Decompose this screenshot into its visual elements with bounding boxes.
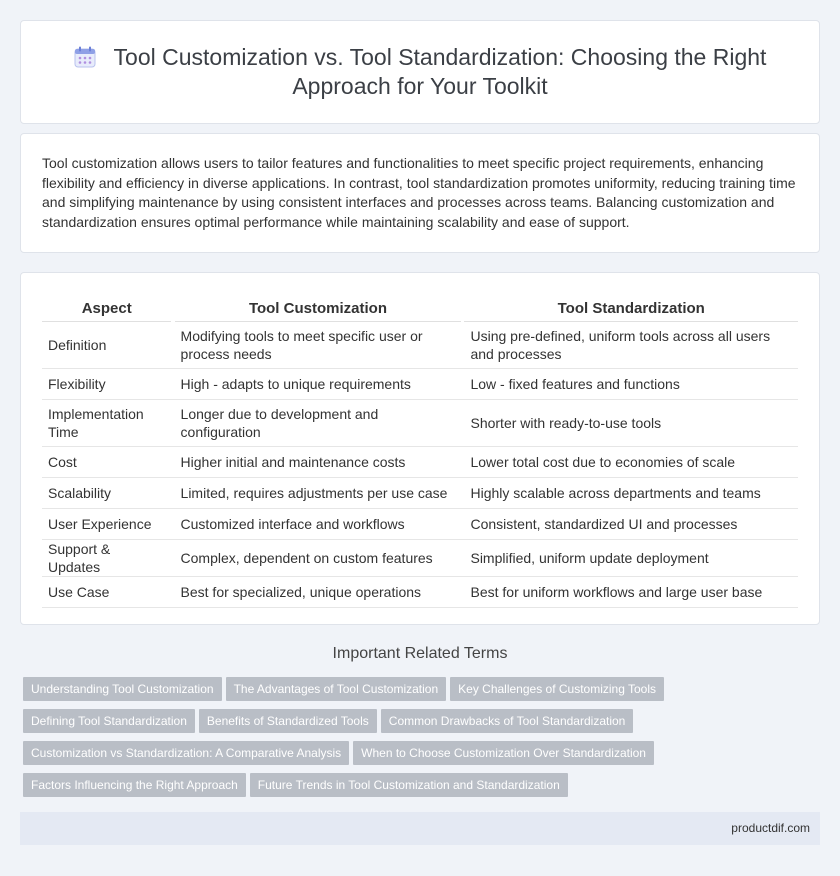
related-term-tag[interactable]: Defining Tool Standardization — [23, 709, 195, 733]
table-cell: Cost — [42, 447, 171, 478]
table-cell: Highly scalable across departments and teams — [464, 478, 798, 509]
table-cell: Lower total cost due to economies of scale — [464, 447, 798, 478]
table-cell: Consistent, standardized UI and processes — [464, 509, 798, 540]
table-row — [42, 577, 798, 608]
table-cell: Implementation Time — [42, 400, 171, 447]
related-term-tag[interactable]: Customization vs Standardization: A Comparative Analysis — [23, 741, 349, 765]
related-terms-list — [23, 677, 823, 805]
comparison-card — [20, 272, 820, 625]
table-cell: Using pre-defined, uniform tools across all users and processes — [464, 322, 798, 369]
table-cell: Modifying tools to meet specific user or process needs — [175, 322, 462, 369]
intro-paragraph: Tool customization allows users to tailor features and functionalities to meet specific project requirements, enhancing flexibility and efficiency in diverse applications. In contrast, tool standardization promotes uniformity, reducing training time and simplifying maintenance by using consistent interfaces and processes across teams. Balancing customization and standardization ensures optimal performance while maintaining scalability and ease of support. — [42, 155, 796, 230]
page-title: Tool Customization vs. Tool Standardization: Choosing the Right Approach for Your Toolkit — [113, 44, 767, 99]
table-cell: Flexibility — [42, 369, 171, 400]
table-cell: Higher initial and maintenance costs — [175, 447, 462, 478]
table-cell: Scalability — [42, 478, 171, 509]
table-row — [42, 478, 798, 509]
page-title-wrap — [21, 43, 819, 101]
table-cell: High - adapts to unique requirements — [175, 369, 462, 400]
footer-site-link[interactable]: productdif.com — [731, 821, 810, 835]
footer — [20, 812, 820, 845]
table-row — [42, 322, 798, 369]
table-cell: Shorter with ready-to-use tools — [464, 400, 798, 447]
calendar-icon — [74, 46, 96, 68]
table-row — [42, 509, 798, 540]
intro-card — [20, 133, 820, 253]
related-term-tag[interactable]: Understanding Tool Customization — [23, 677, 222, 701]
table-cell: Use Case — [42, 577, 171, 608]
header-standardization: Tool Standardization — [464, 297, 798, 322]
related-term-tag[interactable]: Common Drawbacks of Tool Standardization — [381, 709, 634, 733]
table-cell: User Experience — [42, 509, 171, 540]
table-cell: Customized interface and workflows — [175, 509, 462, 540]
table-cell: Simplified, uniform update deployment — [464, 540, 798, 577]
related-term-tag[interactable]: Future Trends in Tool Customization and Standardization — [250, 773, 568, 797]
header-aspect: Aspect — [42, 297, 171, 322]
header-customization: Tool Customization — [175, 297, 462, 322]
table-row — [42, 540, 798, 577]
table-cell: Limited, requires adjustments per use case — [175, 478, 462, 509]
comparison-table — [42, 297, 798, 608]
table-cell: Definition — [42, 322, 171, 369]
related-term-tag[interactable]: When to Choose Customization Over Standardization — [353, 741, 654, 765]
table-cell: Complex, dependent on custom features — [175, 540, 462, 577]
table-cell: Support & Updates — [42, 540, 171, 577]
related-term-tag[interactable]: Benefits of Standardized Tools — [199, 709, 377, 733]
related-terms-title: Important Related Terms — [332, 645, 508, 662]
related-term-tag[interactable]: The Advantages of Tool Customization — [226, 677, 447, 701]
table-cell: Best for uniform workflows and large user base — [464, 577, 798, 608]
related-term-tag[interactable]: Key Challenges of Customizing Tools — [450, 677, 664, 701]
table-row — [42, 369, 798, 400]
related-term-tag[interactable]: Factors Influencing the Right Approach — [23, 773, 246, 797]
header-card — [20, 20, 820, 124]
table-header-row — [42, 297, 798, 322]
table-row — [42, 400, 798, 447]
table-cell: Best for specialized, unique operations — [175, 577, 462, 608]
table-row — [42, 447, 798, 478]
table-cell: Longer due to development and configuration — [175, 400, 462, 447]
table-cell: Low - fixed features and functions — [464, 369, 798, 400]
